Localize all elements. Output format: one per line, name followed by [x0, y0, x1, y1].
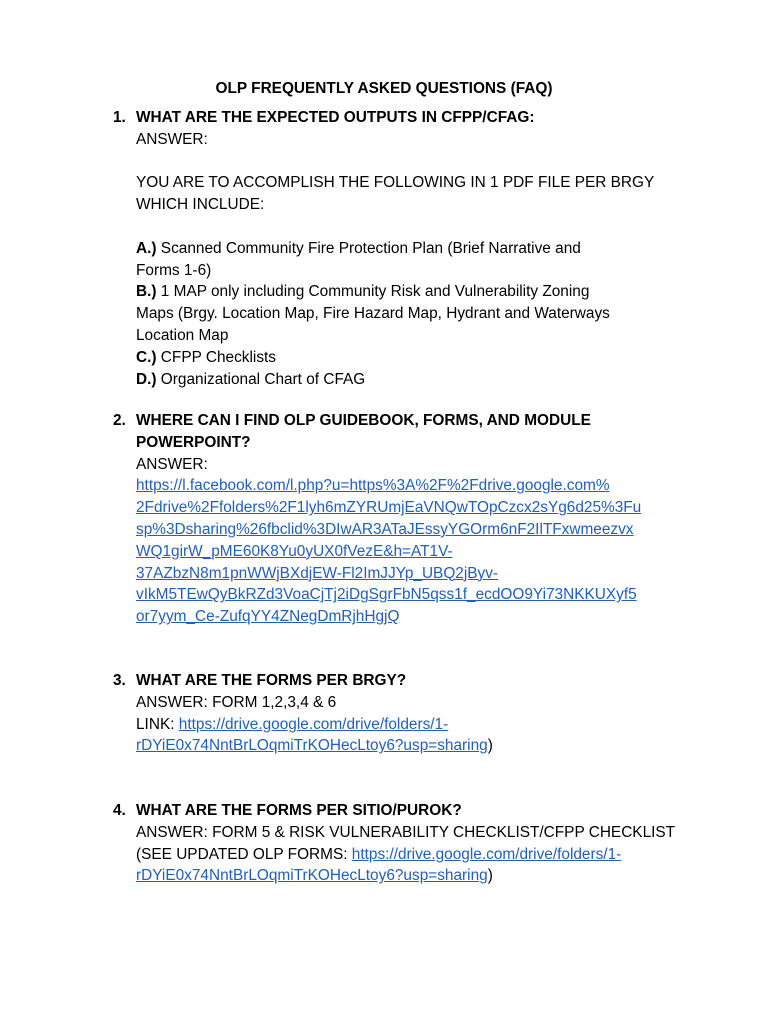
guidebook-link[interactable]	[136, 475, 693, 628]
link-row-cont	[136, 735, 693, 757]
closing-paren: )	[487, 867, 493, 885]
answer-label: ANSWER:	[136, 130, 208, 148]
list-item-b-cont: Maps (Brgy. Location Map, Fire Hazard Map, Hydrant and Waterways	[136, 305, 610, 323]
link-row	[136, 844, 693, 866]
list-marker: A.)	[136, 239, 157, 257]
link-line: vIkM5TEwQyBkRZd3VoaCjTj2iDgSgrFbN5qss1f_ecdOO9Yi73NKKUXyf5	[136, 586, 637, 604]
list-text: 1 MAP only including Community Risk and Vulnerability Zoning	[156, 283, 590, 301]
link-line: sp%3Dsharing%26fbclid%3DIwAR3ATaJEssyYGOrm6nF2IlTFxwmeezvx	[136, 520, 634, 538]
list-item-d	[136, 369, 693, 391]
question-title: WHAT ARE THE FORMS PER BRGY?	[136, 672, 407, 689]
answer-intro-line: YOU ARE TO ACCOMPLISH THE FOLLOWING IN 1 PDF FILE PER BRGY	[136, 174, 655, 192]
question-number: 3.	[113, 672, 126, 689]
faq-item-1	[113, 107, 693, 390]
question-title-cont: POWERPOINT?	[136, 433, 251, 451]
list-marker: B.)	[136, 283, 157, 301]
answer-text: ANSWER: FORM 1,2,3,4 & 6	[136, 693, 337, 711]
question-title: WHERE CAN I FIND OLP GUIDEBOOK, FORMS, AND MODULE	[136, 412, 591, 429]
question-number: 1.	[113, 109, 126, 126]
question-title: WHAT ARE THE EXPECTED OUTPUTS IN CFPP/CFAG:	[136, 109, 535, 126]
sitio-forms-link-cont[interactable]: rDYiE0x74NntBrLOqmiTrKOHecLtoy6?usp=sharing	[136, 867, 488, 885]
question-title: WHAT ARE THE FORMS PER SITIO/PUROK?	[136, 802, 462, 819]
list-text: Scanned Community Fire Protection Plan (Brief Narrative and	[156, 239, 581, 257]
link-line: https://l.facebook.com/l.php?u=https%3A%2F%2Fdrive.google.com%	[136, 477, 610, 495]
brgy-forms-link-cont[interactable]: rDYiE0x74NntBrLOqmiTrKOHecLtoy6?usp=sharing	[136, 737, 488, 755]
page-title: OLP FREQUENTLY ASKED QUESTIONS (FAQ)	[215, 80, 553, 97]
list-marker: C.)	[136, 348, 157, 366]
list-item-a	[136, 238, 693, 260]
link-row	[136, 714, 693, 736]
list-marker: D.)	[136, 370, 157, 388]
list-item-b-cont: Location Map	[136, 326, 229, 344]
brgy-forms-link[interactable]: https://drive.google.com/drive/folders/1-	[178, 715, 449, 733]
list-item-b	[136, 281, 693, 303]
list-text: Organizational Chart of CFAG	[156, 370, 366, 388]
closing-paren: )	[487, 737, 493, 755]
question-number: 4.	[113, 802, 126, 819]
question-number: 2.	[113, 412, 126, 429]
answer-label: ANSWER:	[136, 455, 208, 473]
link-line: 37AZbzN8m1pnWWjBXdjEW-Fl2ImJJYp_UBQ2jByv-	[136, 564, 499, 582]
link-line: or7yym_Ce-ZufqYY4ZNegDmRjhHgjQ	[136, 608, 400, 626]
faq-item-3	[113, 670, 693, 757]
answer-intro-line: WHICH INCLUDE:	[136, 196, 265, 214]
list-item-c	[136, 347, 693, 369]
link-line: 2Fdrive%2Ffolders%2F1lyh6mZYRUmjEaVNQwTOpCzcx2sYg6d25%3Fu	[136, 499, 642, 517]
faq-item-2	[113, 410, 693, 628]
see-label: (SEE UPDATED OLP FORMS:	[136, 845, 352, 863]
faq-item-4	[113, 800, 693, 887]
link-row-cont	[136, 865, 693, 887]
link-line: WQ1girW_pME60K8Yu0yUX0fVezE&h=AT1V-	[136, 542, 453, 560]
answer-text: ANSWER: FORM 5 & RISK VULNERABILITY CHECKLIST/CFPP CHECKLIST	[136, 823, 676, 841]
list-text: CFPP Checklists	[156, 348, 276, 366]
list-item-a-cont: Forms 1-6)	[136, 261, 212, 279]
link-label: LINK:	[136, 715, 179, 733]
sitio-forms-link[interactable]: https://drive.google.com/drive/folders/1-	[351, 845, 622, 863]
